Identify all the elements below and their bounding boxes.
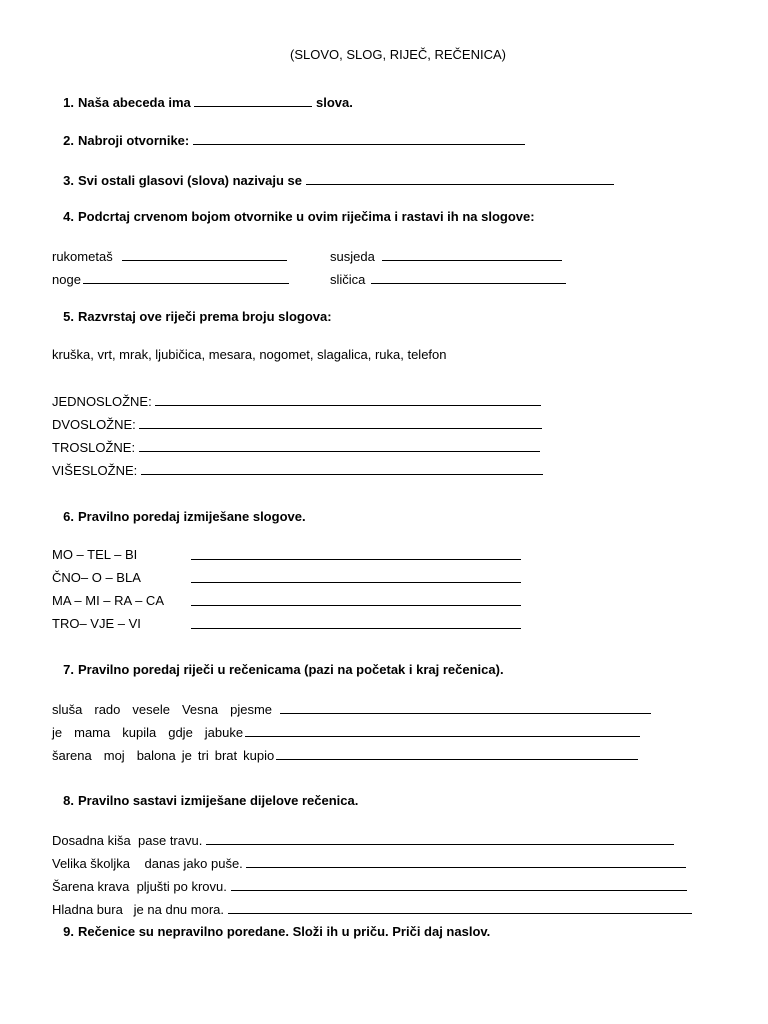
question-5 — [52, 309, 332, 325]
sentence-part-right: danas jako puše. — [144, 856, 243, 871]
question-text: Naša abeceda ima — [78, 95, 191, 110]
question-text: Rečenice su nepravilno poredane. Složi ih u priču. Priči daj naslov. — [78, 924, 491, 939]
word: sluša — [52, 702, 83, 717]
word-label: noge — [52, 272, 81, 287]
sentence-part-row-2 — [52, 855, 686, 872]
word-list: kruška, vrt, mrak, ljubičica, mesara, nogomet, slagalica, ruka, telefon — [52, 347, 447, 362]
answer-line[interactable] — [191, 593, 521, 610]
question-number: 9. — [63, 924, 74, 939]
word-rukometas — [52, 248, 287, 265]
question-text: Razvrstaj ove riječi prema broju slogova: — [78, 309, 332, 324]
word: gdje — [168, 725, 193, 740]
question-text-suffix: slova. — [315, 95, 353, 110]
answer-line[interactable] — [139, 439, 540, 452]
question-number: 4. — [63, 209, 74, 224]
question-text: Pravilno poredaj izmiješane slogove. — [78, 509, 306, 524]
category-dvoslozne — [52, 416, 542, 433]
answer-line[interactable] — [371, 271, 566, 284]
question-text: Pravilno poredaj riječi u rečenicama (pazi na početak i kraj rečenica). — [78, 662, 504, 677]
sentence-row-3 — [52, 747, 638, 764]
question-number: 8. — [63, 793, 74, 808]
answer-line[interactable] — [155, 393, 541, 406]
answer-line[interactable] — [231, 878, 687, 891]
answer-line[interactable] — [382, 248, 562, 261]
answer-line[interactable] — [141, 462, 543, 475]
category-label: VIŠESLOŽNE: — [52, 463, 138, 478]
question-4 — [52, 209, 535, 225]
word: tri — [197, 748, 209, 763]
sentence-part-right: pase travu. — [138, 833, 203, 848]
word-slicica — [330, 271, 566, 288]
word-noge — [52, 271, 289, 288]
answer-line[interactable] — [191, 616, 521, 633]
answer-line[interactable] — [245, 724, 640, 737]
question-6 — [52, 509, 306, 525]
syllable-item: MA – MI – RA – CA — [52, 593, 164, 608]
syllable-item: TRO– VJE – VI — [52, 616, 141, 631]
word: kupio — [243, 748, 275, 763]
answer-line[interactable] — [246, 855, 686, 868]
page-title: (SLOVO, SLOG, RIJEČ, REČENICA) — [290, 47, 506, 62]
answer-line[interactable] — [206, 832, 674, 845]
word-susjeda — [330, 248, 562, 265]
question-number: 1. — [63, 95, 74, 110]
question-text: Podcrtaj crvenom bojom otvornike u ovim riječima i rastavi ih na slogove: — [78, 209, 535, 224]
category-label: DVOSLOŽNE: — [52, 417, 136, 432]
word: je — [181, 748, 192, 763]
answer-line[interactable] — [228, 901, 692, 914]
sentence-part-right: pljušti po krovu. — [136, 879, 227, 894]
word-label: rukometaš — [52, 249, 113, 264]
answer-line[interactable] — [139, 416, 542, 429]
question-number: 5. — [63, 309, 74, 324]
word: rado — [94, 702, 121, 717]
question-number: 7. — [63, 662, 74, 677]
question-number: 3. — [63, 173, 74, 188]
question-1 — [52, 94, 353, 111]
sentence-part-right: je na dnu mora. — [133, 902, 225, 917]
answer-line[interactable] — [191, 547, 521, 564]
word: kupila — [122, 725, 157, 740]
category-visesloze — [52, 462, 543, 479]
answer-line[interactable] — [280, 701, 651, 714]
word: pjesme — [230, 702, 273, 717]
category-jednoslozne — [52, 393, 541, 410]
category-label: JEDNOSLOŽNE: — [52, 394, 152, 409]
word: jabuke — [204, 725, 244, 740]
sentence-row-1 — [52, 701, 651, 718]
sentence-part-left: Šarena krava — [52, 879, 130, 894]
question-text: Pravilno sastavi izmiješane dijelove rečenica. — [78, 793, 359, 808]
sentence-row-2 — [52, 724, 640, 741]
answer-line[interactable] — [194, 94, 312, 107]
word-label: susjeda — [330, 249, 375, 264]
question-3 — [52, 172, 614, 189]
answer-line[interactable] — [306, 172, 614, 185]
word: šarena — [52, 748, 92, 763]
question-text: Nabroji otvornike: — [78, 133, 190, 148]
word: vesele — [132, 702, 170, 717]
category-troslozne — [52, 439, 540, 456]
word: brat — [214, 748, 238, 763]
question-text: Svi ostali glasovi (slova) nazivaju se — [78, 173, 302, 188]
sentence-part-row-4 — [52, 901, 692, 918]
syllable-item: MO – TEL – BI — [52, 547, 138, 562]
answer-line[interactable] — [193, 132, 525, 145]
question-8 — [52, 793, 358, 809]
question-2 — [52, 132, 525, 149]
word: Vesna — [181, 702, 219, 717]
sentence-part-row-1 — [52, 832, 674, 849]
question-number: 6. — [63, 509, 74, 524]
word: mama — [74, 725, 111, 740]
answer-line[interactable] — [122, 248, 287, 261]
question-7 — [52, 662, 504, 678]
word-label: sličica — [330, 272, 366, 287]
category-label: TROSLOŽNE: — [52, 440, 136, 455]
answer-line[interactable] — [276, 747, 638, 760]
question-9 — [52, 924, 490, 940]
word: balona — [136, 748, 176, 763]
sentence-part-left: Hladna bura — [52, 902, 123, 917]
word: moj — [103, 748, 125, 763]
question-number: 2. — [63, 133, 74, 148]
answer-line[interactable] — [83, 271, 289, 284]
answer-line[interactable] — [191, 570, 521, 587]
syllable-item: ČNO– O – BLA — [52, 570, 141, 585]
sentence-part-row-3 — [52, 878, 687, 895]
sentence-part-left: Velika školjka — [52, 856, 131, 871]
word: je — [52, 725, 63, 740]
sentence-part-left: Dosadna kiša — [52, 833, 131, 848]
